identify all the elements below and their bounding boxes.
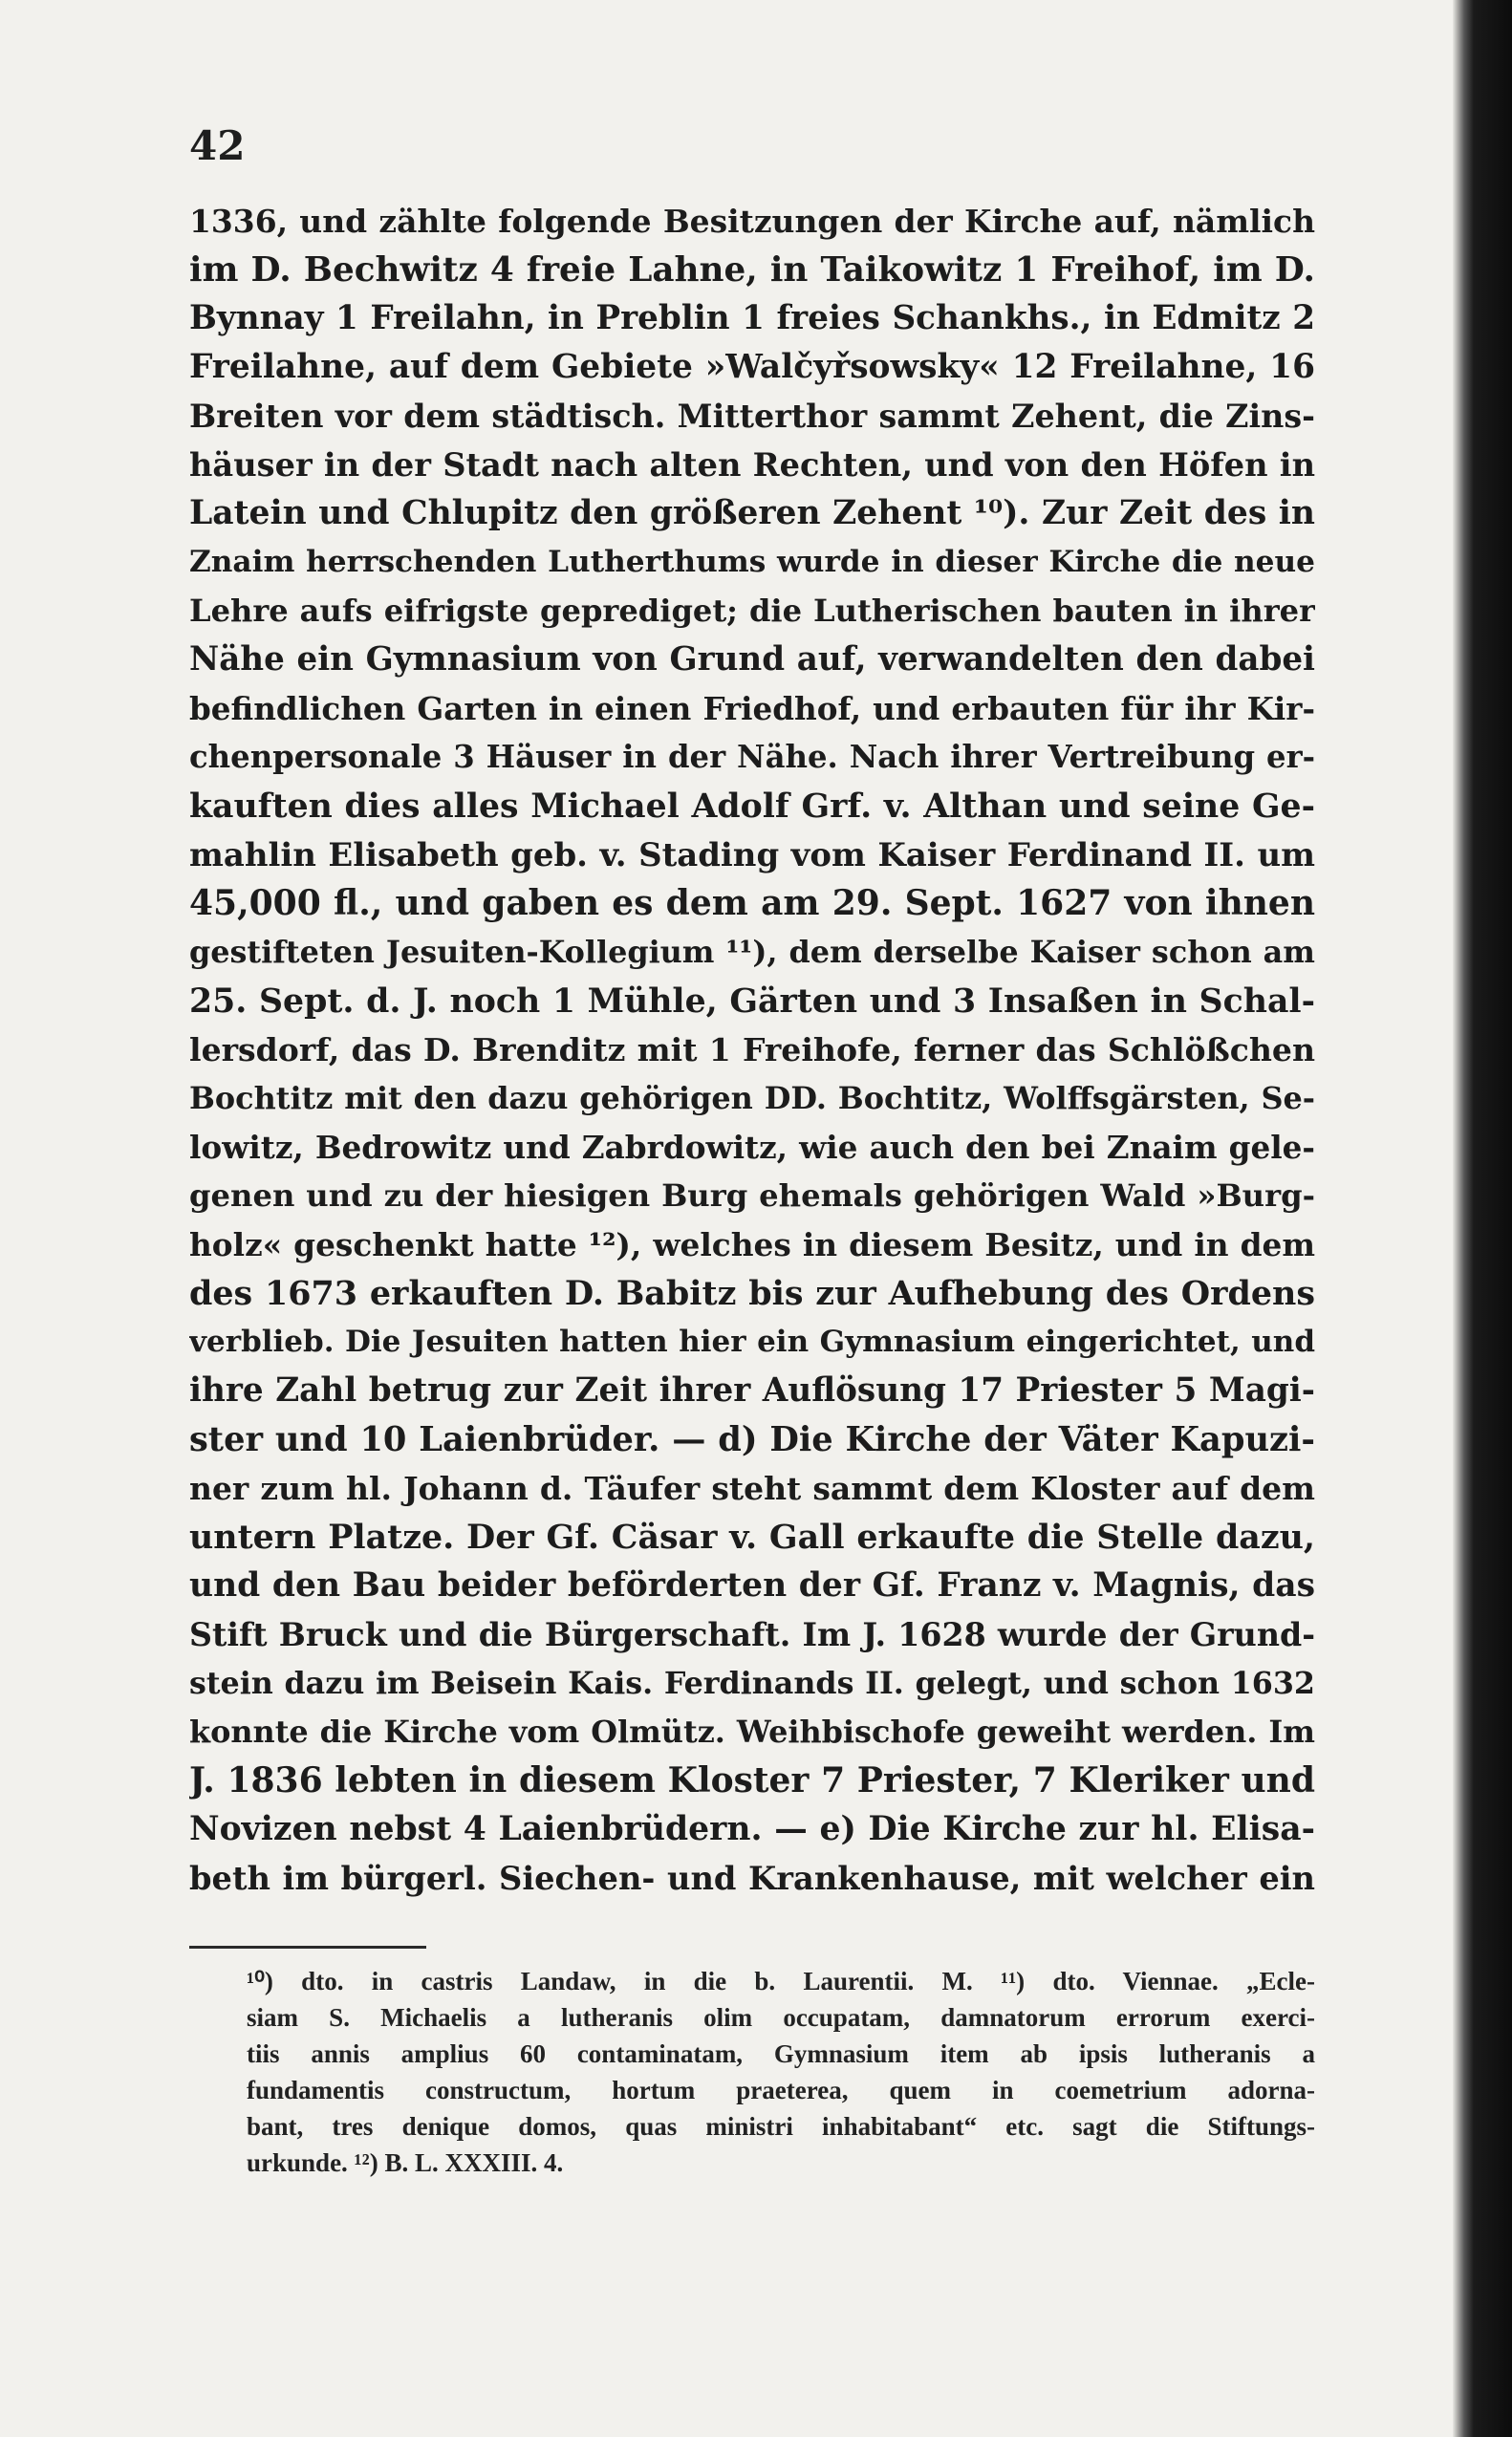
- text-line: holz« geschenkt hatte ¹²), welches in diesem Besitz, und in dem: [189, 1226, 1315, 1263]
- text-line: kauften dies alles Michael Adolf Grf. v. Althan und seine Ge-: [189, 787, 1315, 826]
- text-line: genen und zu der hiesigen Burg ehemals gehörigen Wald »Burg-: [189, 1177, 1315, 1214]
- book-binding-edge: [1453, 0, 1512, 2437]
- footnotes: [247, 1963, 1315, 2181]
- text-line: 45,000 fl., und gaben es dem am 29. Sept. 1627 von ihnen: [189, 883, 1315, 923]
- text-line: Znaim herrschenden Lutherthums wurde in dieser Kirche die neue: [189, 545, 1315, 579]
- footnote-line: siam S. Michaelis a lutheranis olim occupatam, damnatorum errorum exerci-: [247, 2003, 1315, 2032]
- text-line: ner zum hl. Johann d. Täufer steht sammt dem Kloster auf dem: [189, 1470, 1315, 1507]
- text-line: stein dazu im Beisein Kais. Ferdinands II. gelegt, und schon 1632: [189, 1666, 1315, 1701]
- text-line: ihre Zahl betrug zur Zeit ihrer Auflösung 17 Priester 5 Magi-: [189, 1371, 1315, 1410]
- text-line: des 1673 erkauften D. Babitz bis zur Aufhebung des Ordens: [189, 1274, 1315, 1313]
- text-line: gestifteten Jesuiten-Kollegium ¹¹), dem derselbe Kaiser schon am: [189, 934, 1315, 970]
- footnote-line: tiis annis amplius 60 contaminatam, Gymnasium item ab ipsis lutheranis a: [247, 2039, 1315, 2068]
- text-line: 25. Sept. d. J. noch 1 Mühle, Gärten und 3 Insaßen in Schal-: [189, 981, 1315, 1021]
- text-line: häuser in der Stadt nach alten Rechten, und von den Höfen in: [189, 445, 1315, 484]
- text-line: J. 1836 lebten in diesem Kloster 7 Priester, 7 Kleriker und: [189, 1760, 1315, 1801]
- footnote-line: ¹⁰) dto. in castris Landaw, in die b. Laurentii. M. ¹¹) dto. Viennae. „Ecle-: [247, 1967, 1315, 1995]
- text-line: untern Platze. Der Gf. Cäsar v. Gall erkaufte die Stelle dazu,: [189, 1518, 1315, 1557]
- main-text: [189, 197, 1315, 1903]
- footnote-line: fundamentis constructum, hortum praeterea, quem in coemetrium adorna-: [247, 2076, 1315, 2104]
- text-line: ster und 10 Laienbrüder. — d) Die Kirche der Väter Kapuzi-: [189, 1420, 1315, 1459]
- text-line: verblieb. Die Jesuiten hatten hier ein Gymnasium eingerichtet, und: [189, 1325, 1315, 1359]
- footnote-line: bant, tres denique domos, quas ministri inhabitabant“ etc. sagt die Stiftungs-: [247, 2112, 1315, 2141]
- text-line: beth im bürgerl. Siechen- und Krankenhause, mit welcher ein: [189, 1859, 1315, 1897]
- text-line: und den Bau beider beförderten der Gf. Franz v. Magnis, das: [189, 1566, 1315, 1605]
- text-line: befindlichen Garten in einen Friedhof, und erbauten für ihr Kir-: [189, 690, 1315, 727]
- text-line: lersdorf, das D. Brenditz mit 1 Freihofe, ferner das Schlößchen: [189, 1031, 1315, 1068]
- text-line: im D. Bechwitz 4 freie Lahne, in Taikowitz 1 Freihof, im D.: [189, 249, 1315, 290]
- footnote-divider: [189, 1946, 426, 1949]
- text-line: konnte die Kirche vom Olmütz. Weihbischofe geweiht werden. Im: [189, 1714, 1315, 1750]
- text-line: 1336, und zählte folgende Besitzungen der Kirche auf, nämlich: [189, 203, 1315, 240]
- text-line: Bochtitz mit den dazu gehörigen DD. Bochtitz, Wolffsgärsten, Se-: [189, 1080, 1315, 1116]
- text-line: Nähe ein Gymnasium von Grund auf, verwandelten den dabei: [189, 640, 1315, 679]
- text-line: Lehre aufs eifrigste geprediget; die Lutherischen bauten in ihrer: [189, 593, 1315, 629]
- text-line: Freilahne, auf dem Gebiete »Walčyřsowsky« 12 Freilahne, 16: [189, 348, 1315, 386]
- text-line: Novizen nebst 4 Laienbrüdern. — e) Die Kirche zur hl. Elisa-: [189, 1810, 1315, 1848]
- text-line: chenpersonale 3 Häuser in der Nähe. Nach ihrer Vertreibung er-: [189, 739, 1315, 775]
- text-line: mahlin Elisabeth geb. v. Stading vom Kaiser Ferdinand II. um: [189, 835, 1315, 873]
- text-line: Latein und Chlupitz den größeren Zehent ¹⁰). Zur Zeit des in: [189, 494, 1315, 532]
- footnote-line: urkunde. ¹²) B. L. XXXIII. 4.: [247, 2148, 564, 2177]
- text-line: Breiten vor dem städtisch. Mitterthor sammt Zehent, die Zins-: [189, 398, 1315, 435]
- text-line: Stift Bruck und die Bürgerschaft. Im J. 1628 wurde der Grund-: [189, 1616, 1315, 1653]
- text-line: lowitz, Bedrowitz und Zabrdowitz, wie auch den bei Znaim gele-: [189, 1129, 1315, 1166]
- text-line: Bynnay 1 Freilahn, in Preblin 1 freies Schankhs., in Edmitz 2: [189, 299, 1315, 337]
- page-number: 42: [189, 122, 246, 169]
